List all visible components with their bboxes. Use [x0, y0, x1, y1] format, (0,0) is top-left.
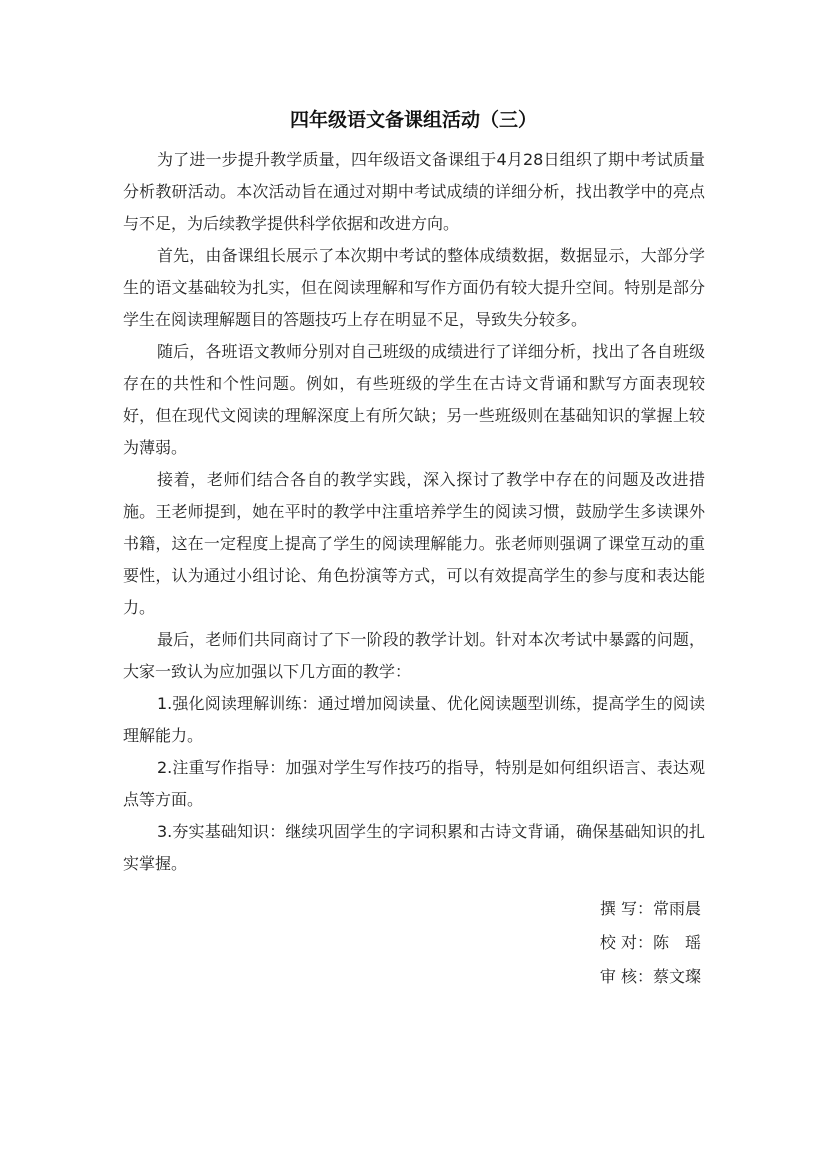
paragraph-next: 接着，老师们结合各自的教学实践，深入探讨了教学中存在的问题及改进措施。王老师提到，她在平时的教学中注重培养学生的阅读习惯，鼓励学生多读课外书籍，这在一定程度上提高了学生的阅读理解能力。张老师则强调了课堂互动的重要性，认为通过小组讨论、角色扮演等方式，可以有效提高学生的参与度和表达能力。 — [123, 470, 705, 617]
paragraph-intro: 为了进一步提升教学质量，四年级语文备课组于4月28日组织了期中考试质量分析教研活动。本次活动旨在通过对期中考试成绩的详细分析，找出教学中的亮点与不足，为后续教学提供科学依据和改进方向。 — [123, 150, 705, 233]
signature-block — [600, 892, 701, 994]
document-title: 四年级语文备课组活动（三） — [289, 109, 537, 131]
signature-writer: 撰 写：常雨晨 — [599, 899, 701, 918]
list-item-basics: 3.夯实基础知识：继续巩固学生的字词积累和古诗文背诵，确保基础知识的扎实掌握。 — [123, 822, 705, 873]
paragraph-then: 随后，各班语文教师分别对自己班级的成绩进行了详细分析，找出了各自班级存在的共性和个性问题。例如，有些班级的学生在古诗文背诵和默写方面表现较好，但在现代文阅读的理解深度上有所欠缺；另一些班级则在基础知识的掌握上较为薄弱。 — [123, 342, 705, 457]
document-body — [123, 144, 705, 880]
signature-proofreader: 校 对：陈 瑶 — [599, 933, 701, 952]
paragraph-first: 首先，由备课组长展示了本次期中考试的整体成绩数据，数据显示，大部分学生的语文基础较为扎实，但在阅读理解和写作方面仍有较大提升空间。特别是部分学生在阅读理解题目的答题技巧上存在明显不足，导致失分较多。 — [123, 246, 705, 329]
signature-reviewer: 审 核：蔡文璨 — [599, 967, 701, 986]
list-item-reading: 1.强化阅读理解训练：通过增加阅读量、优化阅读题型训练，提高学生的阅读理解能力。 — [123, 694, 705, 745]
paragraph-finally: 最后，老师们共同商讨了下一阶段的教学计划。针对本次考试中暴露的问题，大家一致认为应加强以下几方面的教学： — [123, 630, 705, 681]
list-item-writing: 2.注重写作指导：加强对学生写作技巧的指导，特别是如何组织语言、表达观点等方面。 — [123, 758, 705, 809]
